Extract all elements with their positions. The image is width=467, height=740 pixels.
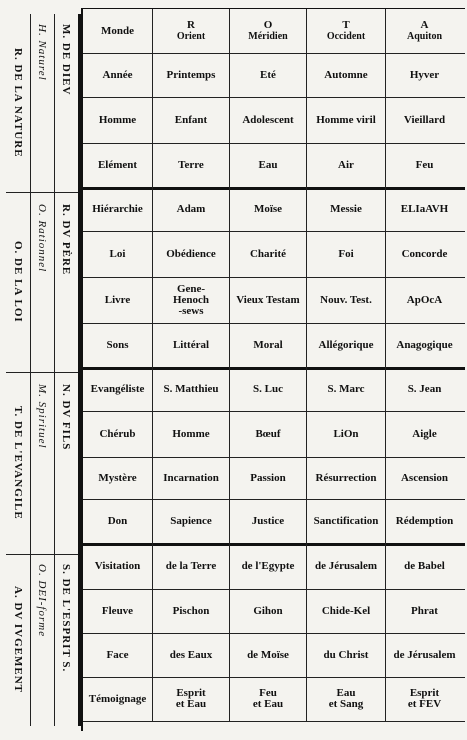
correspondence-table: [81, 8, 465, 731]
table-cell: Esprit et Eau: [153, 677, 230, 721]
table-cell: Sapience: [153, 499, 230, 543]
table-row: [83, 589, 465, 634]
row-label: Hiérarchie: [83, 187, 153, 231]
table-cell: Terre: [153, 143, 230, 187]
table-row: [83, 633, 465, 678]
table-cell: Adolescent: [230, 97, 307, 143]
table-cell: des Eaux: [153, 633, 230, 677]
section-evangile: [6, 372, 78, 555]
row-label: Témoignage: [83, 677, 153, 721]
table-row: [83, 97, 465, 144]
table-cell: Phrat: [411, 604, 438, 617]
table-cell: de la Terre: [153, 543, 230, 589]
table-cell: Charité: [230, 231, 307, 277]
row-label: Mystère: [83, 457, 153, 499]
header-name: Occident: [326, 31, 366, 42]
inner-label: S. DE L'ESPRIT S.: [60, 564, 72, 673]
row-label: Chérub: [83, 411, 153, 457]
outer-label: T. DE L'EVANGILE: [12, 406, 24, 520]
table-cell: ELIaAVH: [400, 202, 449, 215]
table-cell: Ascension: [400, 471, 449, 484]
row-label: Sons: [83, 323, 153, 367]
table-cell: ApOcA: [406, 293, 443, 306]
table-cell: Enfant: [153, 97, 230, 143]
table-cell: Feu et Eau: [230, 677, 307, 721]
header-meridien: [230, 9, 307, 53]
header-aquiton: [386, 9, 463, 53]
table-cell: du Christ: [307, 633, 386, 677]
table-row: [83, 187, 465, 232]
table-cell: Justice: [230, 499, 307, 543]
section-nature: [6, 14, 78, 193]
table-cell: Messie: [307, 187, 386, 231]
table-cell: Gene- Henoch -sews: [153, 277, 230, 323]
table-row: [83, 323, 465, 370]
middle-label: H. Naturel: [36, 24, 48, 81]
row-label: Evangéliste: [83, 367, 153, 411]
row-label: Loi: [83, 231, 153, 277]
header-name: Méridien: [248, 31, 288, 42]
table-cell: LiOn: [307, 411, 386, 457]
header-occident: [307, 9, 386, 53]
header-letter: A: [420, 19, 429, 31]
table-cell: Homme viril: [307, 97, 386, 143]
row-label: Année: [83, 53, 153, 97]
table-cell: Adam: [153, 187, 230, 231]
outer-label: R. DE LA NATURE: [12, 48, 24, 158]
row-label: Homme: [83, 97, 153, 143]
table-cell: Eau et Sang: [307, 677, 386, 721]
table-cell: Hyver: [409, 68, 440, 81]
table-cell: Automne: [307, 53, 386, 97]
table-cell: Allégorique: [307, 323, 386, 367]
inner-label: M. DE DIEV: [60, 24, 72, 96]
table-cell: Homme: [153, 411, 230, 457]
table-row: [83, 53, 465, 98]
section-loi: [6, 192, 78, 373]
inner-label: R. DV PÈRE: [60, 204, 72, 276]
header-monde: Monde: [83, 9, 153, 53]
table-cell: Concorde: [401, 247, 448, 260]
table-row: [83, 677, 465, 722]
table-cell: de l'Egypte: [230, 543, 307, 589]
table-cell: Nouv. Test.: [307, 277, 386, 323]
header-letter: O: [263, 19, 273, 31]
table-cell: Eté: [230, 53, 307, 97]
table-cell: de Jérusalem: [393, 648, 456, 661]
table-cell: Pischon: [153, 589, 230, 633]
section-ivgement: [6, 554, 78, 726]
middle-label: O. Rationnel: [36, 204, 48, 273]
table-row: [83, 277, 465, 324]
vertical-labels: [6, 14, 78, 726]
table-cell: Air: [307, 143, 386, 187]
row-label: Elément: [83, 143, 153, 187]
table-row: [83, 543, 465, 590]
table-row: [83, 457, 465, 500]
table-cell: Littéral: [153, 323, 230, 367]
table-cell: Moïse: [230, 187, 307, 231]
header-name: Aquiton: [406, 31, 442, 42]
table-row: [83, 143, 465, 190]
header-letter: R: [187, 19, 195, 31]
table-cell: S. Jean: [407, 382, 442, 395]
row-label: Livre: [83, 277, 153, 323]
table-cell: Eau: [230, 143, 307, 187]
table-cell: Aigle: [412, 427, 437, 440]
header-letter: T: [342, 19, 350, 31]
table-cell: S. Marc: [307, 367, 386, 411]
table-cell: Passion: [230, 457, 307, 499]
table-cell: Chide-Kel: [307, 589, 386, 633]
table-cell: Foi: [307, 231, 386, 277]
table-row: [83, 411, 465, 458]
row-label: Don: [83, 499, 153, 543]
header-name: Orient: [176, 31, 206, 42]
table-cell: Printemps: [153, 53, 230, 97]
row-label: Fleuve: [83, 589, 153, 633]
table-row: [83, 499, 465, 546]
table-cell: Bœuf: [230, 411, 307, 457]
table-cell: Anagogique: [396, 338, 453, 351]
header-row: [83, 9, 465, 54]
table-cell: de Moïse: [230, 633, 307, 677]
table-cell: de Babel: [404, 559, 445, 572]
table-cell: Rédemption: [395, 514, 454, 527]
table-cell: Gihon: [230, 589, 307, 633]
table-cell: Obédience: [153, 231, 230, 277]
table-cell: Moral: [230, 323, 307, 367]
table-cell: de Jérusalem: [307, 543, 386, 589]
table-cell: S. Luc: [230, 367, 307, 411]
header-orient: [153, 9, 230, 53]
outer-label: O. DE LA LOI: [12, 241, 24, 323]
table-cell: Esprit et FEV: [407, 687, 442, 710]
table-cell: Sanctification: [307, 499, 386, 543]
row-label: Visitation: [83, 543, 153, 589]
table-cell: Feu: [415, 158, 434, 171]
table-cell: Résurrection: [307, 457, 386, 499]
table-cell: Vieux Testam: [230, 277, 307, 323]
middle-label: M. Spirituel: [36, 384, 48, 449]
table-row: [83, 367, 465, 412]
table-cell: S. Matthieu: [153, 367, 230, 411]
table-row: [83, 231, 465, 278]
row-label: Face: [83, 633, 153, 677]
table-cell: Incarnation: [153, 457, 230, 499]
table-cell: Vieillard: [403, 113, 446, 126]
middle-label: O. DEI-forme: [36, 564, 48, 638]
outer-label: A. DV IVGEMENT: [12, 586, 24, 694]
inner-label: N. DV FILS: [60, 384, 72, 451]
